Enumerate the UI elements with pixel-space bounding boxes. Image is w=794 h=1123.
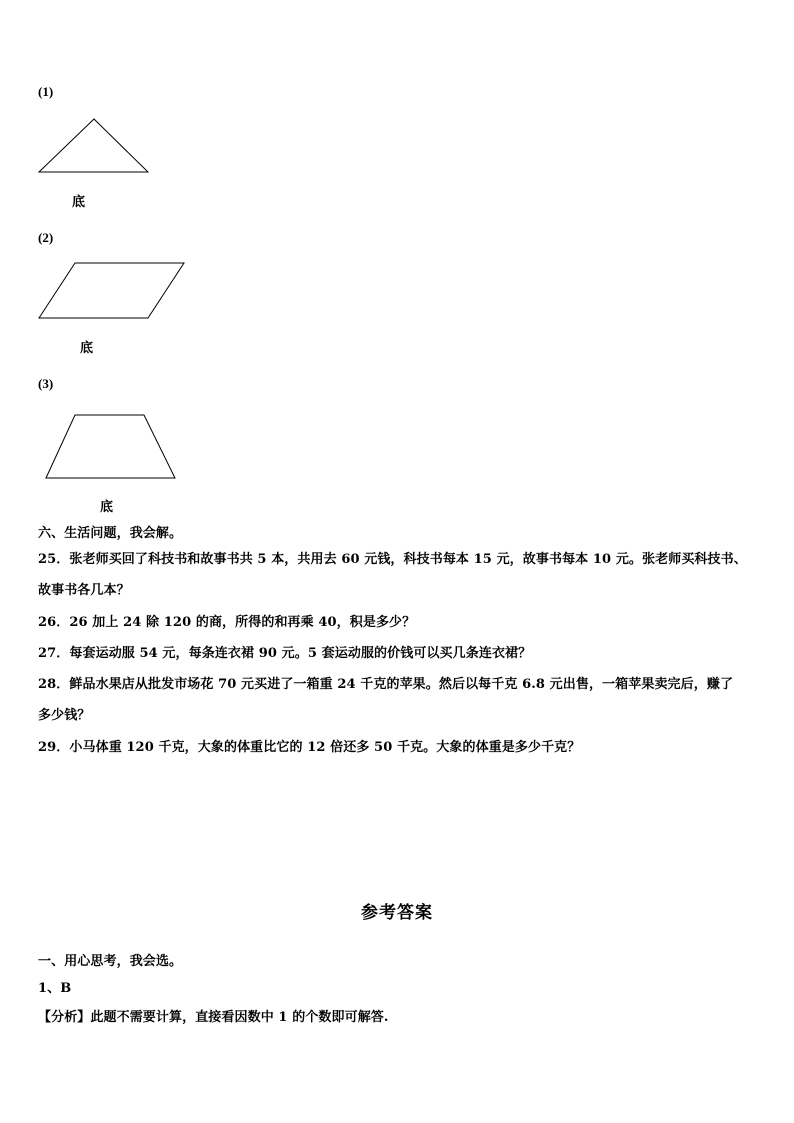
answer-1-analysis: 【分析】此题不需要计算，直接看因数中 1 的个数即可解答.: [38, 1010, 389, 1025]
figure-2-label: (2): [38, 230, 54, 245]
question-29: 29．小马体重 120 千克，大象的体重比它的 12 倍还多 50 千克。大象的体重是多少千克？: [38, 740, 581, 755]
section-6-heading: 六、生活问题，我会解。: [38, 526, 183, 541]
answers-title: 参考答案: [361, 903, 433, 923]
question-27: 27．每套运动服 54 元，每条连衣裙 90 元。5 套运动服的价钱可以买几条连衣裙？: [38, 646, 532, 661]
question-28-line-2: 多少钱？: [38, 708, 91, 723]
figure-1-base-label: 底: [72, 195, 86, 210]
question-28-line-1: 28．鲜品水果店从批发市场花 70 元买进了一箱重 24 千克的苹果。然后以每千克 6.8 元出售，一箱苹果卖完后，赚了: [38, 677, 734, 692]
figure-1-label: (1): [38, 84, 54, 99]
answers-section-1-heading: 一、用心思考，我会选。: [38, 954, 183, 969]
answer-1: 1、B: [38, 981, 72, 996]
figure-2-base-label: 底: [80, 341, 94, 356]
figure-3-label: (3): [38, 376, 54, 391]
question-25-line-1: 25．张老师买回了科技书和故事书共 5 本，共用去 60 元钱，科技书每本 15 元，故事书每本 10 元。张老师买科技书、: [38, 552, 747, 567]
question-25-line-2: 故事书各几本？: [38, 583, 130, 598]
trapezoid-figure: [45, 414, 177, 480]
question-26: 26．26 加上 24 除 120 的商，所得的和再乘 40，积是多少？: [38, 615, 416, 630]
parallelogram-figure: [38, 262, 186, 320]
figure-3-base-label: 底: [100, 500, 114, 515]
triangle-figure: [38, 118, 150, 174]
